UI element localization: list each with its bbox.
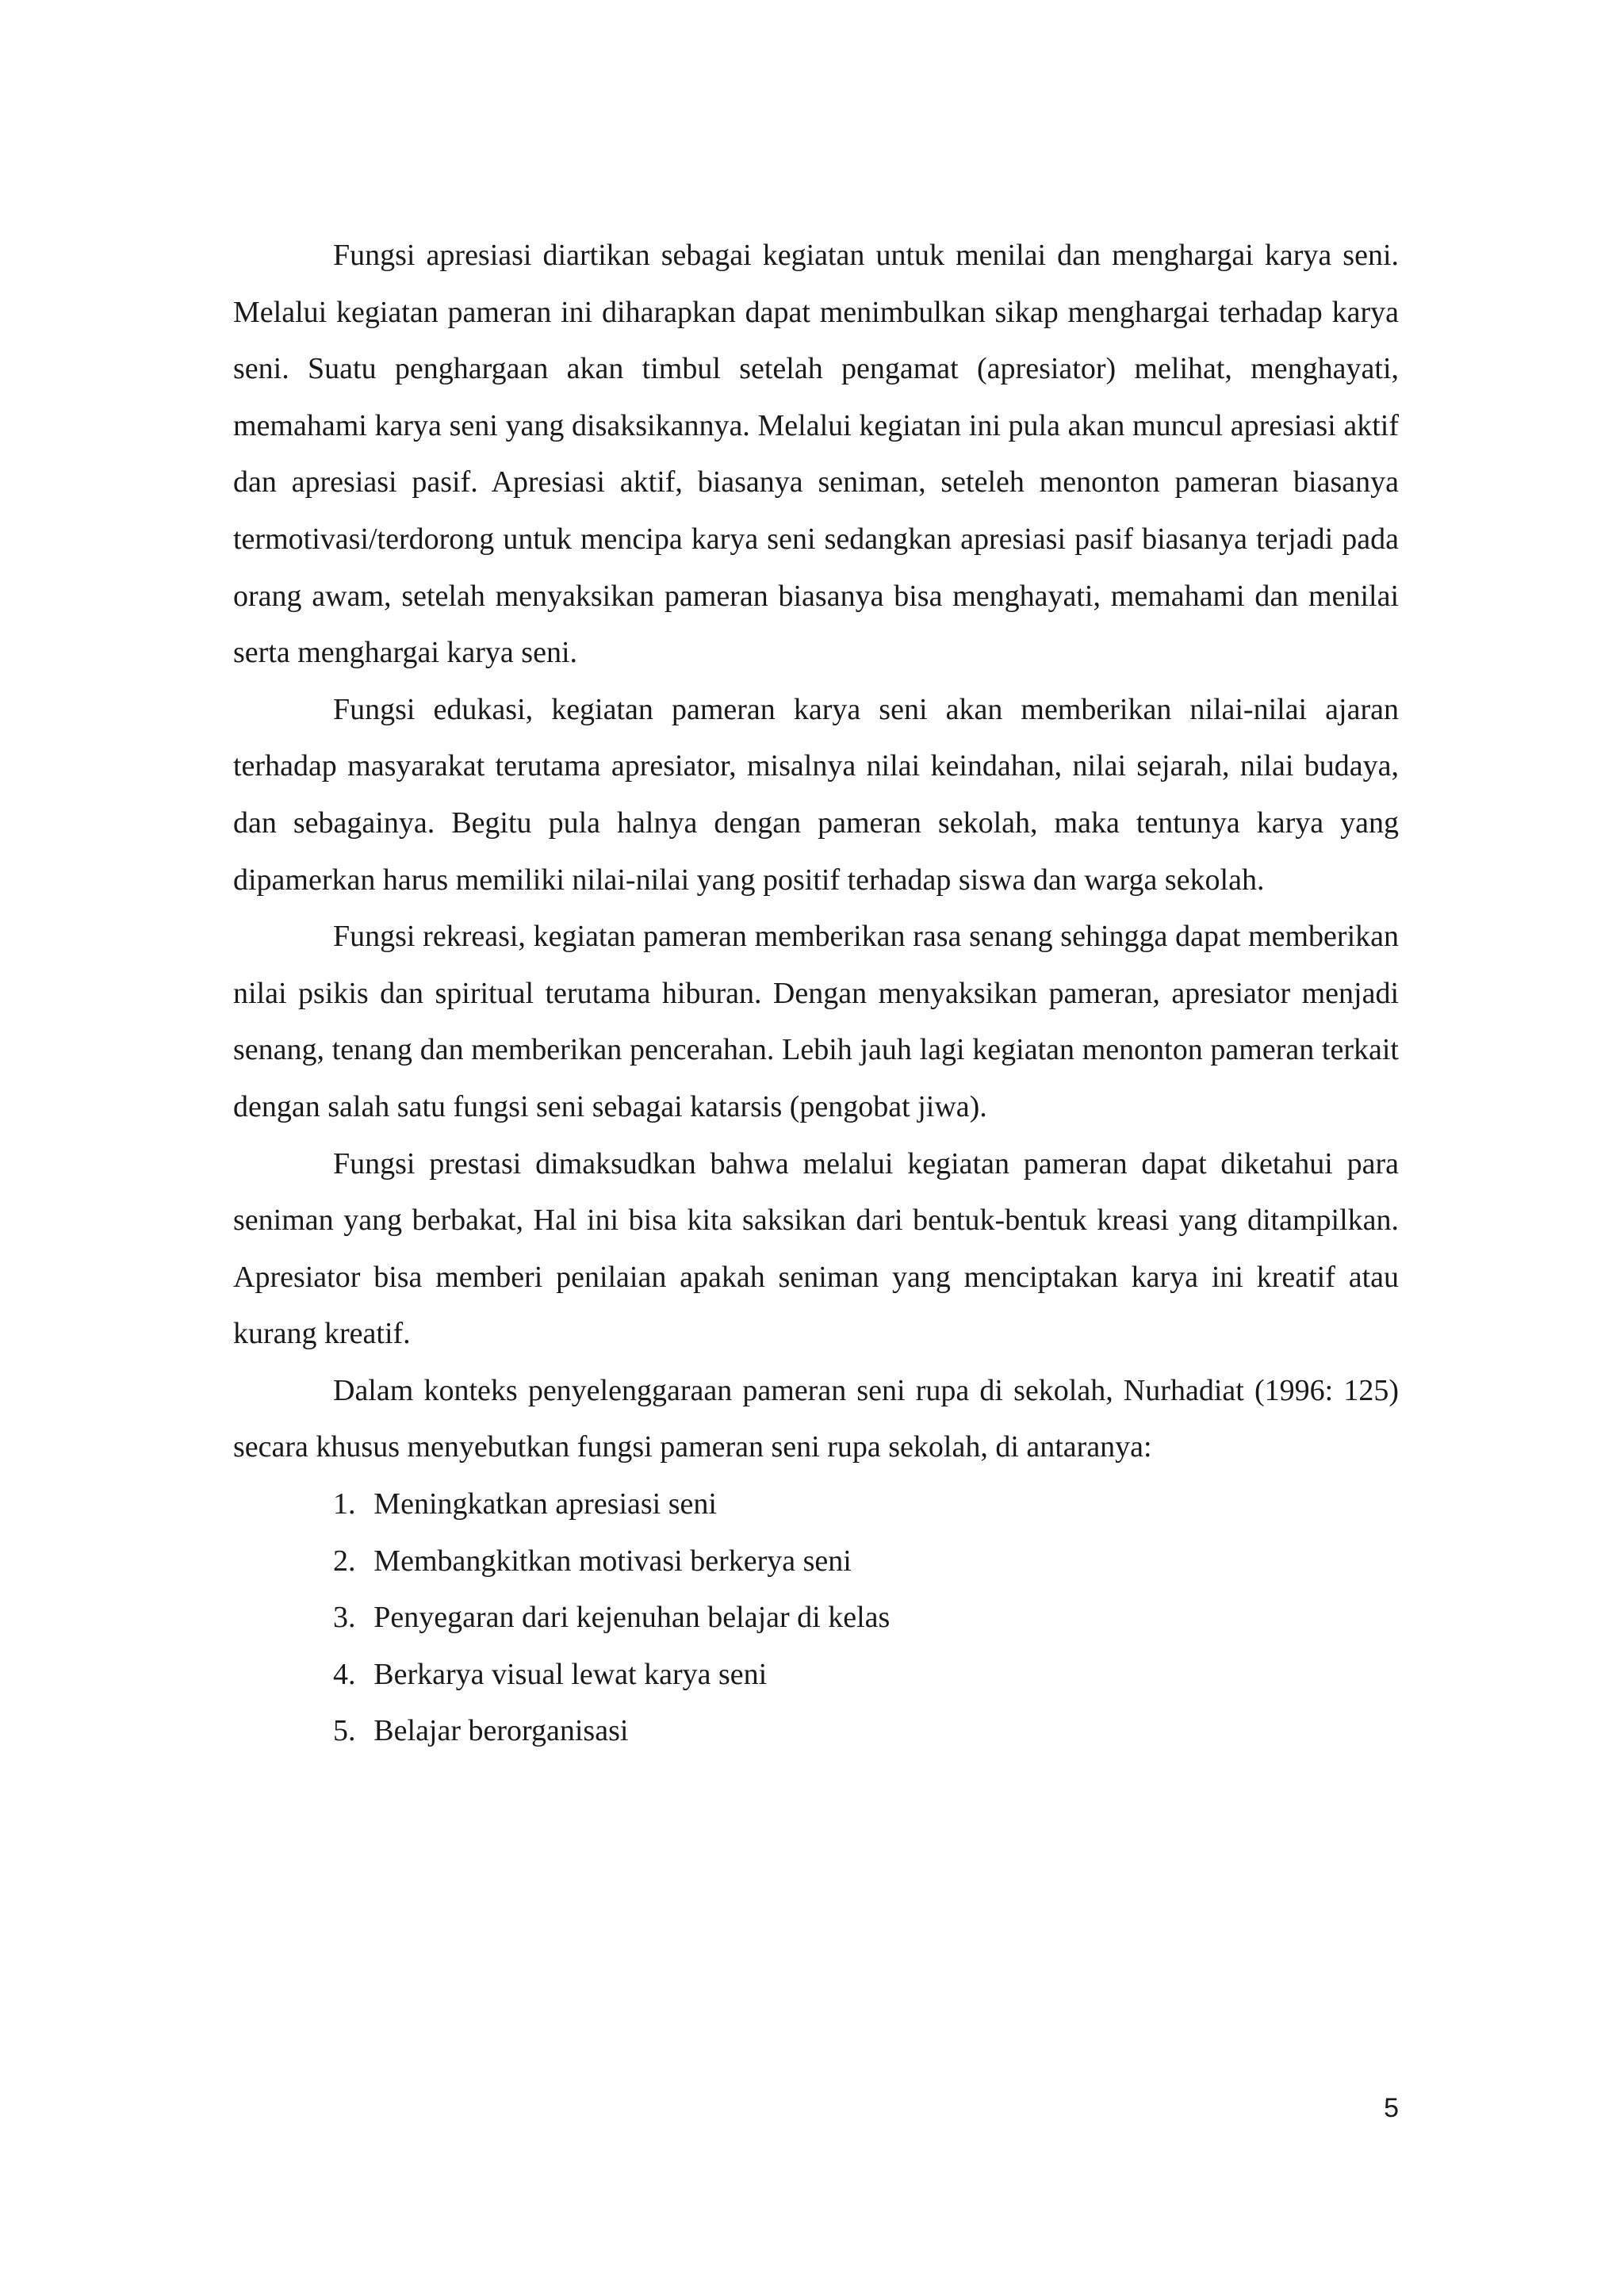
list-item (333, 1590, 1399, 1647)
list-item-number: 1. (333, 1487, 356, 1521)
list-item-number: 5. (333, 1714, 356, 1748)
page-body (233, 228, 1399, 1760)
paragraph-fungsi-apresiasi: Fungsi apresiasi diartikan sebagai kegiatan untuk menilai dan menghargai karya seni. Melalui kegiatan pameran ini diharapkan dapat menimbulkan sikap menghargai terhadap karya seni. Suatu penghargaan akan timbul setelah pengamat (apresiator) melihat, menghayati, memahami karya seni yang disaksikannya. Melalui kegiatan ini pula akan muncul apresiasi aktif dan apresiasi pasif. Apresiasi aktif, biasanya seniman, seteleh menonton pameran biasanya termotivasi/terdorong untuk mencipa karya seni sedangkan apresiasi pasif biasanya terjadi pada orang awam, setelah menyaksikan pameran biasanya bisa menghayati, memahami dan menilai serta menghargai karya seni. (233, 239, 1399, 670)
list-item-number: 2. (333, 1544, 356, 1578)
paragraph-fungsi-edukasi: Fungsi edukasi, kegiatan pameran karya seni akan memberikan nilai-nilai ajaran terhadap masyarakat terutama apresiator, misalnya nilai keindahan, nilai sejarah, nilai budaya, dan sebagainya. Begitu pula halnya dengan pameran sekolah, maka tentunya karya yang dipamerkan harus memiliki nilai-nilai yang positif terhadap siswa dan warga sekolah. (233, 692, 1399, 897)
list-item-text: Berkarya visual lewat karya seni (373, 1657, 768, 1691)
numbered-list (233, 1476, 1399, 1760)
list-item-text: Penyegaran dari kejenuhan belajar di kelas (373, 1601, 891, 1635)
list-item (333, 1703, 1399, 1760)
list-item-text: Belajar berorganisasi (373, 1714, 629, 1748)
list-item (333, 1533, 1399, 1590)
list-item (333, 1476, 1399, 1533)
paragraph-konteks-sekolah: Dalam konteks penyelenggaraan pameran seni rupa di sekolah, Nurhadiat (1996: 125) secara khusus menyebutkan fungsi pameran seni rupa sekolah, di antaranya: (233, 1373, 1399, 1464)
list-item-text: Membangkitkan motivasi berkerya seni (373, 1544, 852, 1578)
list-item-number: 3. (333, 1601, 356, 1635)
page-number: 5 (1384, 2093, 1399, 2123)
paragraph-fungsi-rekreasi: Fungsi rekreasi, kegiatan pameran memberikan rasa senang sehingga dapat memberikan nilai psikis dan spiritual terutama hiburan. Dengan menyaksikan pameran, apresiator menjadi senang, tenang dan memberikan pencerahan. Lebih jauh lagi kegiatan menonton pameran terkait dengan salah satu fungsi seni sebagai katarsis (pengobat jiwa). (233, 920, 1399, 1123)
list-item (333, 1647, 1399, 1704)
paragraph-fungsi-prestasi: Fungsi prestasi dimaksudkan bahwa melalui kegiatan pameran dapat diketahui para seniman yang berbakat, Hal ini bisa kita saksikan dari bentuk-bentuk kreasi yang ditampilkan. Apresiator bisa memberi penilaian apakah seniman yang menciptakan karya ini kreatif atau kurang kreatif. (233, 1146, 1399, 1351)
list-item-text: Meningkatkan apresiasi seni (373, 1487, 717, 1521)
list-item-number: 4. (333, 1657, 356, 1691)
